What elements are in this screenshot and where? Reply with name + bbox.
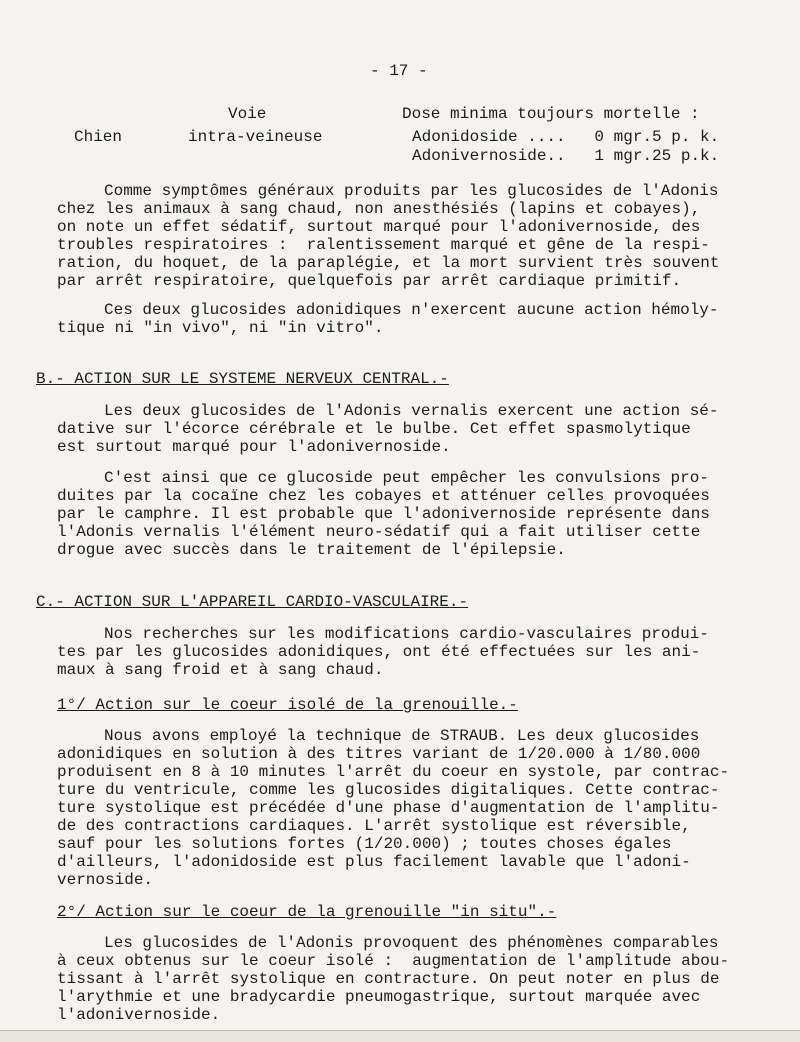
text-line: Nous avons employé la technique de STRAUB. Les deux glucosides [104, 727, 700, 745]
text-line: produisent en 8 à 10 minutes l'arrêt du coeur en systole, par contrac- [57, 763, 730, 781]
text-line: par arrêt respiratoire, quelquefois par arrêt cardiaque primitif. [57, 272, 682, 290]
dose-table-header-dose: Dose minima toujours mortelle : [402, 105, 700, 123]
text-line: ture du ventricule, comme les glucosides digitaliques. Cette contrac- [57, 781, 720, 799]
text-line: ture systolique est précédée d'une phase d'augmentation de l'amplitu- [57, 799, 720, 817]
dose-table-route: intra-veineuse [188, 128, 323, 146]
text-line: troubles respiratoires : ralentissement marqué et gêne de la respi- [57, 236, 710, 254]
text-line: duites par la cocaïne chez les cobayes et atténuer celles provoquées [57, 487, 710, 505]
subsection-2-heading: 2°/ Action sur le coeur de la grenouille "in situ".- [57, 903, 557, 921]
text-line: C'est ainsi que ce glucoside peut empêcher les convulsions pro- [104, 469, 709, 487]
text-line: Comme symptômes généraux produits par les glucosides de l'Adonis [104, 182, 719, 200]
text-line: d'ailleurs, l'adonidoside est plus facilement lavable que l'adoni- [57, 853, 691, 871]
text-line: l'arythmie et une bradycardie pneumogastrique, surtout marquée avec [57, 988, 701, 1006]
text-line: on note un effet sédatif, surtout marqué pour l'adonivernoside, des [57, 218, 701, 236]
section-b-heading: B.- ACTION SUR LE SYSTEME NERVEUX CENTRAL.- [36, 370, 449, 388]
text-line: adonidiques en solution à des titres variant de 1/20.000 à 1/80.000 [57, 745, 701, 763]
text-line: l'Adonis vernalis l'élément neuro-sédatif qui a fait utiliser cette [57, 523, 701, 541]
text-line: Nos recherches sur les modifications cardio-vasculaires produi- [104, 625, 709, 643]
text-line: tissant à l'arrêt systolique en contracture. On peut noter en plus de [57, 970, 720, 988]
page-bottom-edge [0, 1030, 800, 1042]
dose-table-header-voie: Voie [228, 105, 267, 123]
text-line: à ceux obtenus sur le coeur isolé : augmentation de l'amplitude abou- [57, 952, 730, 970]
text-line: tes par les glucosides adonidiques, ont été effectuées sur les ani- [57, 643, 701, 661]
text-line: Les glucosides de l'Adonis provoquent des phénomènes comparables [104, 934, 719, 952]
text-line: ration, du hoquet, de la paraplégie, et la mort survient très souvent [57, 254, 720, 272]
text-line: de des contractions cardiaques. L'arrêt systolique est réversible, [57, 817, 691, 835]
text-line: vernoside. [57, 871, 154, 889]
page-number: - 17 - [370, 62, 428, 80]
text-line: est surtout marqué pour l'adonivernoside. [57, 438, 451, 456]
text-line: dative sur l'écorce cérébrale et le bulbe. Cet effet spasmolytique [57, 420, 691, 438]
subsection-1-heading: 1°/ Action sur le coeur isolé de la grenouille.- [57, 696, 518, 714]
text-line: tique ni "in vivo", ni "in vitro". [57, 319, 384, 337]
text-line: par le camphre. Il est probable que l'adonivernoside représente dans [57, 505, 710, 523]
text-line: drogue avec succès dans le traitement de l'épilepsie. [57, 541, 566, 559]
text-line: chez les animaux à sang chaud, non anesthésiés (lapins et cobayes), [57, 200, 701, 218]
dose-table-animal: Chien [74, 128, 123, 146]
text-line: sauf pour les solutions fortes (1/20.000) ; toutes choses égales [57, 835, 672, 853]
text-line: Les deux glucosides de l'Adonis vernalis exercent une action sé- [104, 402, 719, 420]
dose-table-row-adonivernoside: Adonivernoside.. 1 mgr.25 p.k. [412, 147, 720, 165]
text-line: l'adonivernoside. [57, 1006, 221, 1024]
section-c-heading: C.- ACTION SUR L'APPAREIL CARDIO-VASCULAIRE.- [36, 593, 469, 611]
text-line: maux à sang froid et à sang chaud. [57, 661, 384, 679]
dose-table-row-adonidoside: Adonidoside .... 0 mgr.5 p. k. [412, 128, 720, 146]
text-line: Ces deux glucosides adonidiques n'exercent aucune action hémoly- [104, 301, 719, 319]
